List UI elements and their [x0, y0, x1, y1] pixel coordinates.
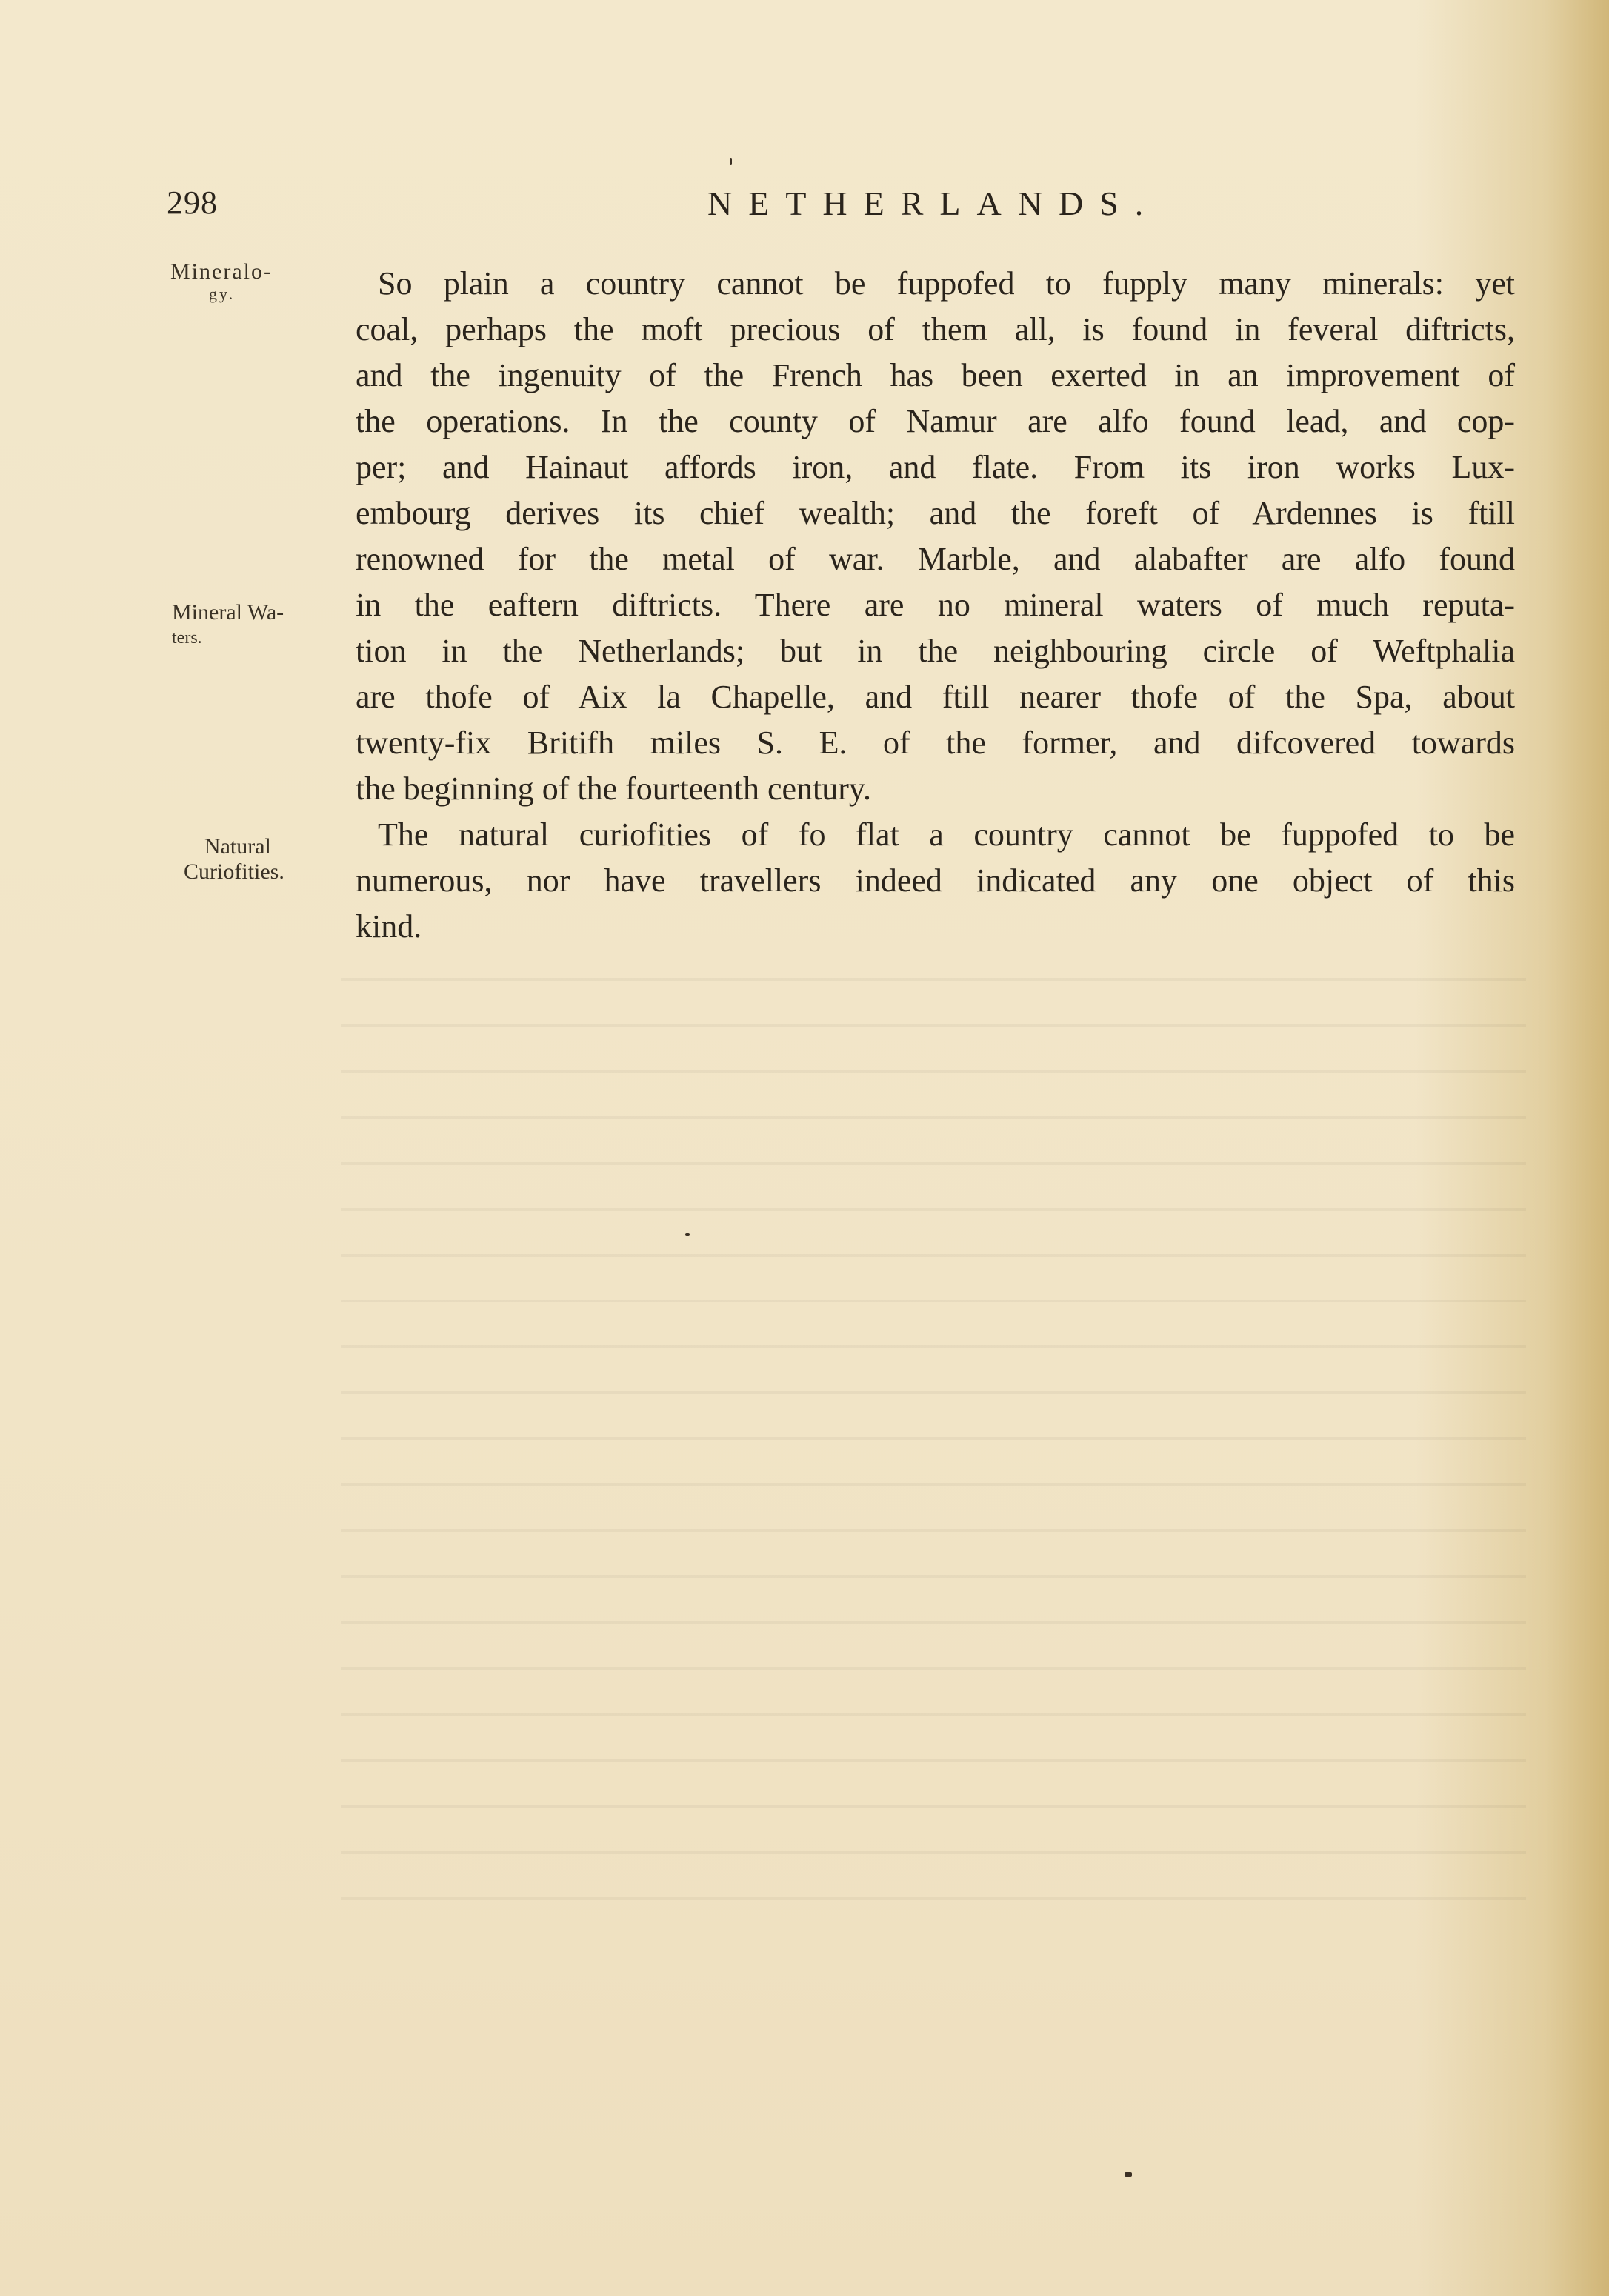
margin-note-line: Mineral Wa- — [172, 600, 284, 625]
ink-speck — [730, 158, 732, 165]
text-line: The natural curiofities of fo flat a country cannot be fuppofed to be — [378, 816, 1515, 853]
text-line: the operations. In the county of Namur are alfo found lead, and cop- — [356, 403, 1515, 439]
page-header — [167, 184, 1515, 228]
margin-note-line: ters. — [172, 628, 202, 648]
text-line: and the ingenuity of the French has been exerted in an improvement of — [356, 357, 1515, 393]
margin-note-line: gy. — [209, 284, 236, 303]
margin-note-natural-curiosities — [184, 834, 284, 885]
text-line: coal, perhaps the moft precious of them all, is found in feveral diftricts, — [356, 311, 1515, 347]
margin-note-line: Curiofities. — [184, 859, 284, 884]
text-line: in the eaftern diftricts. There are no mineral waters of much reputa- — [356, 587, 1515, 623]
ink-speck — [1125, 2172, 1132, 2177]
body-text — [356, 261, 1515, 950]
ink-speck — [685, 1233, 690, 1236]
text-line: embourg derives its chief wealth; and the foreft of Ardennes is ftill — [356, 495, 1515, 531]
page-number: 298 — [167, 184, 218, 221]
text-line: So plain a country cannot be fuppofed to fupply many minerals: yet — [378, 265, 1515, 302]
paragraph-mineralogy — [356, 261, 1515, 812]
paragraph-natural-curiosities — [356, 812, 1515, 950]
text-line: twenty-fix Britifh miles S. E. of the former, and difcovered towards — [356, 725, 1515, 761]
text-line: are thofe of Aix la Chapelle, and ftill nearer thofe of the Spa, about — [356, 679, 1515, 715]
text-line: tion in the Netherlands; but in the neighbouring circle of Weftphalia — [356, 633, 1515, 669]
text-line: renowned for the metal of war. Marble, and alabafter are alfo found — [356, 541, 1515, 577]
text-line: kind. — [356, 908, 422, 945]
running-title: NETHERLANDS. — [707, 184, 1160, 222]
margin-note-mineral-waters — [172, 600, 284, 650]
text-line: the beginning of the fourteenth century. — [356, 771, 872, 807]
text-line: per; and Hainaut affords iron, and flate. From its iron works Lux- — [356, 449, 1515, 485]
margin-note-line: Natural — [204, 834, 271, 859]
margin-note-mineralogy — [170, 259, 273, 304]
margin-note-line: Mineralo- — [170, 259, 273, 284]
text-line: numerous, nor have travellers indeed indicated any one object of this — [356, 862, 1515, 899]
show-through-texture — [341, 978, 1526, 1941]
